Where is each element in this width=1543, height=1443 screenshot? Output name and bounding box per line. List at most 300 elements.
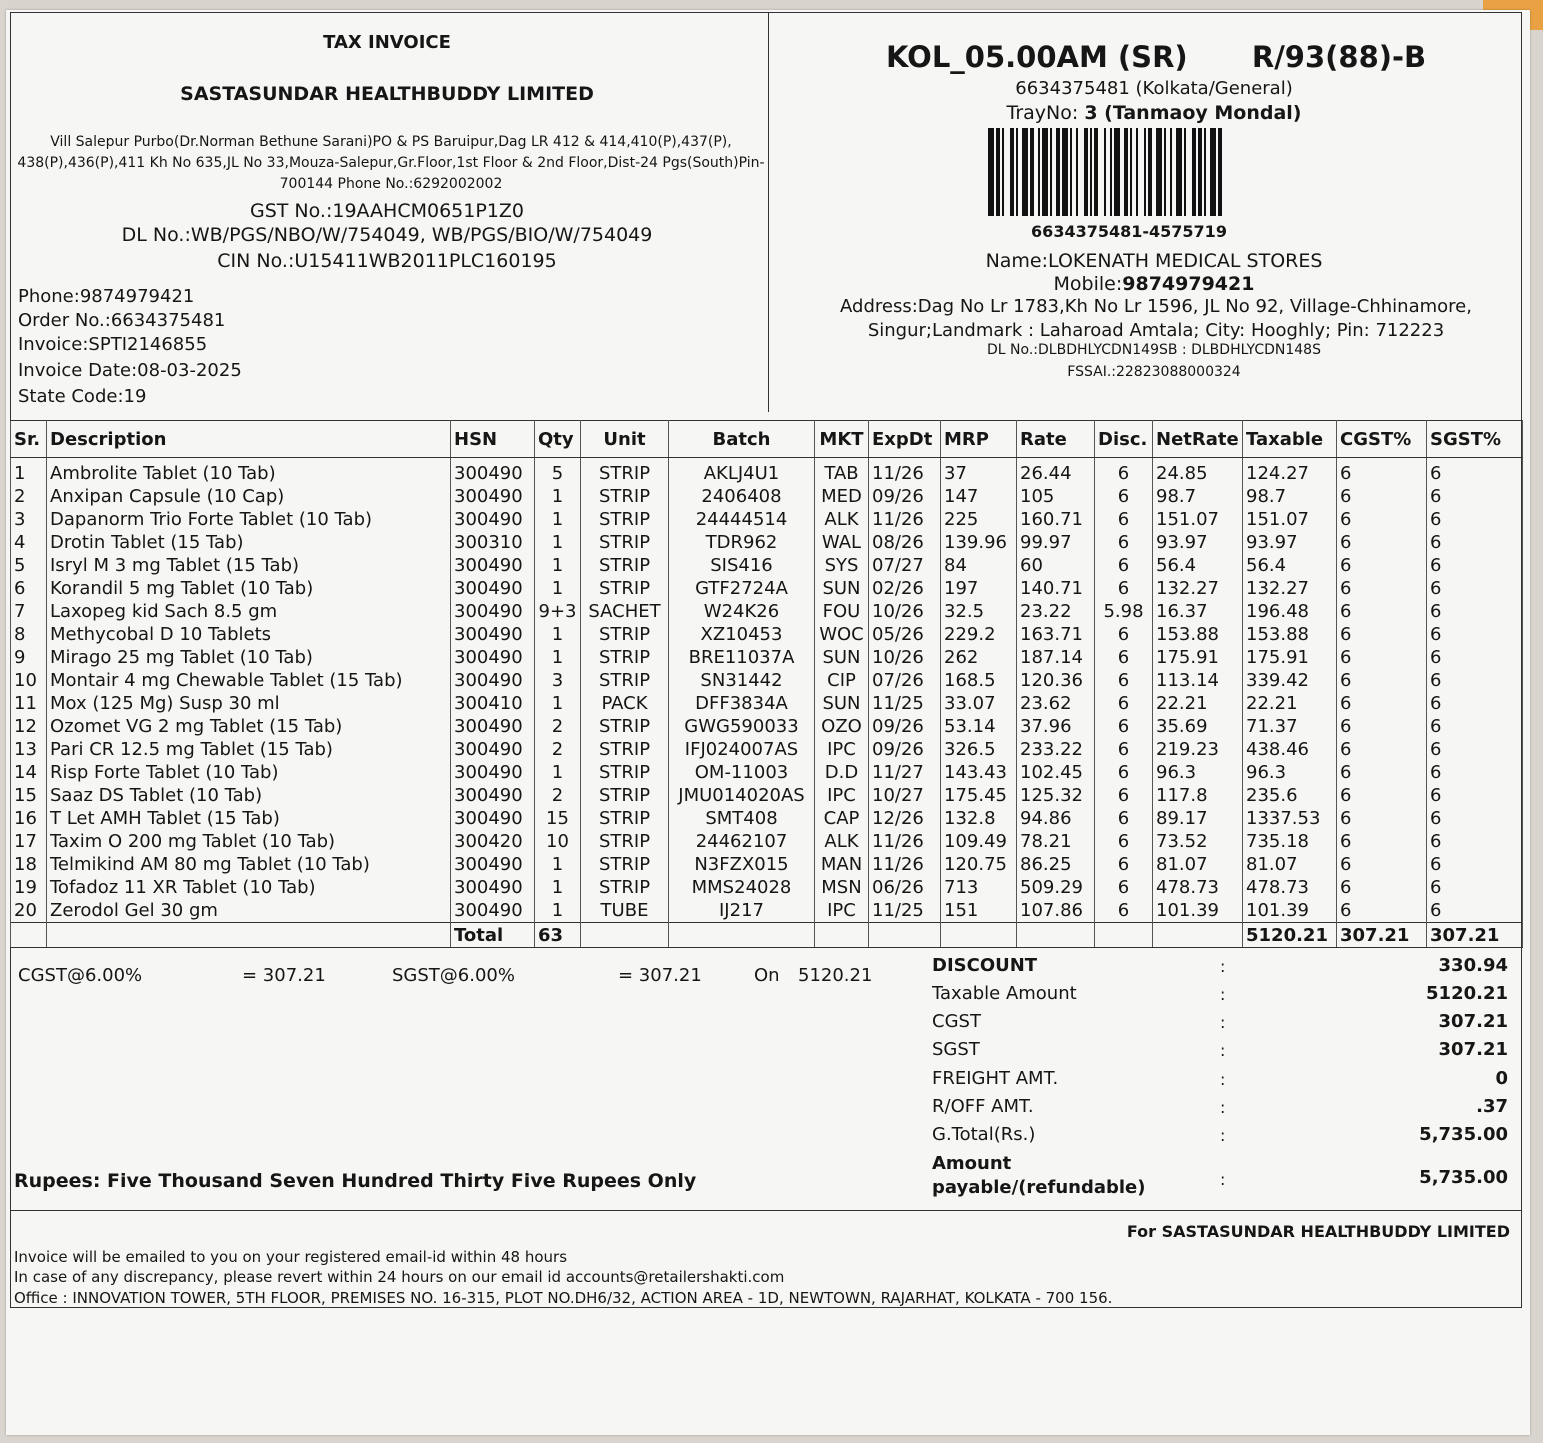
total-cgst: 307.21 (1337, 923, 1427, 948)
cell-sgst: 6 (1427, 485, 1523, 508)
cell-unit: STRIP (581, 577, 669, 600)
cell-expdt: 09/26 (869, 715, 941, 738)
cell-netrate: 56.4 (1153, 554, 1243, 577)
summary-value: 307.21 (1438, 1039, 1508, 1060)
column-header-sr: Sr. (11, 421, 47, 458)
cell-unit: STRIP (581, 531, 669, 554)
on-label: On (754, 965, 780, 986)
sgst-rate-value: = 307.21 (618, 965, 702, 986)
cell-mrp: 139.96 (941, 531, 1017, 554)
cell-sgst: 6 (1427, 807, 1523, 830)
cell-netrate: 175.91 (1153, 646, 1243, 669)
cell-cgst: 6 (1337, 761, 1427, 784)
cell-qty: 1 (535, 485, 581, 508)
cell-mrp: 120.75 (941, 853, 1017, 876)
cell-hsn: 300490 (451, 577, 535, 600)
cell-unit: STRIP (581, 646, 669, 669)
cell-disc: 6 (1095, 807, 1153, 830)
cell-mkt: ALK (815, 830, 869, 853)
cell-batch: XZ10453 (669, 623, 815, 646)
cell-description: Isryl M 3 mg Tablet (15 Tab) (47, 554, 451, 577)
cell-batch: OM-11003 (669, 761, 815, 784)
cell-disc: 6 (1095, 853, 1153, 876)
cell-sr: 16 (11, 807, 47, 830)
cell-description: Dapanorm Trio Forte Tablet (10 Tab) (47, 508, 451, 531)
customer-fssai: FSSAI.:22823088000324 (1067, 364, 1241, 380)
cell-taxable: 93.97 (1243, 531, 1337, 554)
cell-hsn: 300490 (451, 485, 535, 508)
total-cell-empty (1153, 923, 1243, 948)
cell-hsn: 300490 (451, 669, 535, 692)
cell-disc: 6 (1095, 738, 1153, 761)
cell-mkt: SUN (815, 577, 869, 600)
footer-email-note: Invoice will be emailed to you on your registered email-id within 48 hours (14, 1248, 568, 1266)
document-title: TAX INVOICE (323, 32, 451, 53)
cell-taxable: 339.42 (1243, 669, 1337, 692)
cell-sr: 9 (11, 646, 47, 669)
cell-taxable: 22.21 (1243, 692, 1337, 715)
column-header-mrp: MRP (941, 421, 1017, 458)
cell-mrp: 713 (941, 876, 1017, 899)
table-row (11, 853, 1523, 876)
cell-expdt: 11/27 (869, 761, 941, 784)
cell-rate: 160.71 (1017, 508, 1095, 531)
total-cell-empty (869, 923, 941, 948)
summary-colon: : (1220, 957, 1226, 976)
column-header-cgst: CGST% (1337, 421, 1427, 458)
summary-label: SGST (932, 1039, 980, 1060)
cell-cgst: 6 (1337, 830, 1427, 853)
cell-description: Korandil 5 mg Tablet (10 Tab) (47, 577, 451, 600)
cell-mkt: WAL (815, 531, 869, 554)
cell-disc: 6 (1095, 784, 1153, 807)
cell-unit: STRIP (581, 623, 669, 646)
cell-disc: 6 (1095, 623, 1153, 646)
cell-sr: 14 (11, 761, 47, 784)
table-row (11, 692, 1523, 715)
cell-cgst: 6 (1337, 853, 1427, 876)
amount-payable-label-2: payable/(refundable) (932, 1177, 1146, 1198)
cell-expdt: 11/26 (869, 508, 941, 531)
cell-taxable: 1337.53 (1243, 807, 1337, 830)
cell-qty: 1 (535, 554, 581, 577)
cell-cgst: 6 (1337, 738, 1427, 761)
customer-name-label: Name: (985, 250, 1049, 272)
customer-mobile (774, 273, 1534, 295)
cell-rate: 86.25 (1017, 853, 1095, 876)
invoice-date: Invoice Date:08-03-2025 (18, 360, 242, 381)
cell-expdt: 07/26 (869, 669, 941, 692)
cell-taxable: 235.6 (1243, 784, 1337, 807)
cell-sgst: 6 (1427, 554, 1523, 577)
cell-description: Montair 4 mg Chewable Tablet (15 Tab) (47, 669, 451, 692)
cell-hsn: 300490 (451, 738, 535, 761)
cell-sgst: 6 (1427, 600, 1523, 623)
seller-gst: GST No.:19AAHCM0651P1Z0 (249, 200, 525, 222)
summary-value: 307.21 (1438, 1011, 1508, 1032)
cell-netrate: 98.7 (1153, 485, 1243, 508)
seller-phone: Phone:9874979421 (18, 286, 195, 307)
tray-value: 3 (Tanmaoy Mondal) (1084, 102, 1302, 124)
table-row (11, 554, 1523, 577)
cell-taxable: 56.4 (1243, 554, 1337, 577)
cell-description: Tofadoz 11 XR Tablet (10 Tab) (47, 876, 451, 899)
cell-disc: 6 (1095, 646, 1153, 669)
signature-line: For SASTASUNDAR HEALTHBUDDY LIMITED (1126, 1222, 1510, 1241)
cell-description: Taxim O 200 mg Tablet (10 Tab) (47, 830, 451, 853)
total-cell-empty (815, 923, 869, 948)
cell-qty: 1 (535, 876, 581, 899)
cell-batch: JMU014020AS (669, 784, 815, 807)
cell-unit: STRIP (581, 784, 669, 807)
cell-sgst: 6 (1427, 784, 1523, 807)
cell-description: Zerodol Gel 30 gm (47, 899, 451, 923)
cell-taxable: 196.48 (1243, 600, 1337, 623)
cell-mrp: 168.5 (941, 669, 1017, 692)
summary-colon: : (1220, 1013, 1226, 1032)
cell-description: Mirago 25 mg Tablet (10 Tab) (47, 646, 451, 669)
cell-disc: 6 (1095, 761, 1153, 784)
cgst-rate-label: CGST@6.00% (18, 965, 143, 986)
cell-hsn: 300490 (451, 554, 535, 577)
cell-disc: 6 (1095, 485, 1153, 508)
cell-hsn: 300490 (451, 761, 535, 784)
cell-hsn: 300490 (451, 807, 535, 830)
column-header-disc: Disc. (1095, 421, 1153, 458)
cell-hsn: 300490 (451, 853, 535, 876)
cell-mrp: 143.43 (941, 761, 1017, 784)
cell-netrate: 101.39 (1153, 899, 1243, 923)
cell-hsn: 300310 (451, 531, 535, 554)
amount-payable-colon: : (1220, 1170, 1226, 1189)
state-code: State Code:19 (18, 386, 147, 407)
cell-netrate: 151.07 (1153, 508, 1243, 531)
seller-cin: CIN No.:U15411WB2011PLC160195 (217, 250, 557, 272)
total-sgst: 307.21 (1427, 923, 1523, 948)
cell-batch: TDR962 (669, 531, 815, 554)
cell-unit: STRIP (581, 876, 669, 899)
cell-cgst: 6 (1337, 807, 1427, 830)
cell-sr: 10 (11, 669, 47, 692)
cell-unit: TUBE (581, 899, 669, 923)
column-header-sgst: SGST% (1427, 421, 1523, 458)
cell-description: Mox (125 Mg) Susp 30 ml (47, 692, 451, 715)
cell-hsn: 300490 (451, 646, 535, 669)
cell-netrate: 73.52 (1153, 830, 1243, 853)
summary-label: FREIGHT AMT. (932, 1068, 1059, 1089)
amount-in-words: Rupees: Five Thousand Seven Hundred Thirty Five Rupees Only (14, 1170, 697, 1192)
table-row (11, 623, 1523, 646)
cell-mrp: 197 (941, 577, 1017, 600)
cell-taxable: 71.37 (1243, 715, 1337, 738)
cell-qty: 1 (535, 899, 581, 923)
summary-value: 0 (1495, 1068, 1508, 1089)
cell-expdt: 10/26 (869, 646, 941, 669)
cell-cgst: 6 (1337, 458, 1427, 486)
cell-netrate: 24.85 (1153, 458, 1243, 486)
cell-hsn: 300420 (451, 830, 535, 853)
cell-batch: 24444514 (669, 508, 815, 531)
customer-name (774, 250, 1534, 272)
cell-taxable: 124.27 (1243, 458, 1337, 486)
total-cell-empty (1095, 923, 1153, 948)
cell-description: Ambrolite Tablet (10 Tab) (47, 458, 451, 486)
summary-label: CGST (932, 1011, 981, 1032)
cell-taxable: 735.18 (1243, 830, 1337, 853)
cell-expdt: 11/26 (869, 830, 941, 853)
cell-disc: 6 (1095, 531, 1153, 554)
cell-netrate: 93.97 (1153, 531, 1243, 554)
cell-sr: 20 (11, 899, 47, 923)
cell-hsn: 300490 (451, 623, 535, 646)
cell-expdt: 10/27 (869, 784, 941, 807)
cell-mkt: MAN (815, 853, 869, 876)
summary-colon: : (1220, 1098, 1226, 1117)
summary-colon: : (1220, 985, 1226, 1004)
cell-cgst: 6 (1337, 554, 1427, 577)
cell-expdt: 09/26 (869, 738, 941, 761)
cell-netrate: 89.17 (1153, 807, 1243, 830)
cell-rate: 23.22 (1017, 600, 1095, 623)
cell-qty: 9+3 (535, 600, 581, 623)
cell-disc: 6 (1095, 554, 1153, 577)
summary-value: .37 (1476, 1096, 1508, 1117)
cell-sgst: 6 (1427, 577, 1523, 600)
summary-label: Taxable Amount (932, 983, 1077, 1004)
cell-sr: 4 (11, 531, 47, 554)
cell-rate: 125.32 (1017, 784, 1095, 807)
cell-description: Laxopeg kid Sach 8.5 gm (47, 600, 451, 623)
cell-cgst: 6 (1337, 485, 1427, 508)
cell-rate: 107.86 (1017, 899, 1095, 923)
cell-mkt: TAB (815, 458, 869, 486)
cell-sr: 1 (11, 458, 47, 486)
cell-netrate: 117.8 (1153, 784, 1243, 807)
cell-sgst: 6 (1427, 692, 1523, 715)
cell-cgst: 6 (1337, 531, 1427, 554)
cell-taxable: 478.73 (1243, 876, 1337, 899)
order-number: Order No.:6634375481 (18, 310, 226, 331)
summary-colon: : (1220, 1126, 1226, 1145)
cell-netrate: 113.14 (1153, 669, 1243, 692)
cell-qty: 5 (535, 458, 581, 486)
cell-netrate: 81.07 (1153, 853, 1243, 876)
cell-cgst: 6 (1337, 646, 1427, 669)
seller-address: Vill Salepur Purbo(Dr.Norman Bethune Sarani)PO & PS Baruipur,Dag LR 412 & 414,410(P),437(P), 438(P),436(P),411 Kh No 635,JL No 33,Mouza-Salepur,Gr.Floor,1st Floor & 2nd Floor,Dist-24 Pgs(South)Pin-700144 Phone No.:6292002002 (17, 134, 765, 192)
cell-expdt: 08/26 (869, 531, 941, 554)
cell-disc: 6 (1095, 458, 1153, 486)
cell-rate: 99.97 (1017, 531, 1095, 554)
cell-sgst: 6 (1427, 508, 1523, 531)
cell-unit: STRIP (581, 830, 669, 853)
cell-qty: 1 (535, 853, 581, 876)
cell-unit: STRIP (581, 807, 669, 830)
cell-taxable: 153.88 (1243, 623, 1337, 646)
cell-sgst: 6 (1427, 531, 1523, 554)
summary-colon: : (1220, 1070, 1226, 1089)
cell-mkt: FOU (815, 600, 869, 623)
cell-sgst: 6 (1427, 738, 1523, 761)
cell-batch: BRE11037A (669, 646, 815, 669)
cell-netrate: 35.69 (1153, 715, 1243, 738)
cell-mkt: IPC (815, 899, 869, 923)
cell-disc: 5.98 (1095, 600, 1153, 623)
table-row (11, 458, 1523, 486)
cell-qty: 1 (535, 531, 581, 554)
column-header-mkt: MKT (815, 421, 869, 458)
cell-sr: 8 (11, 623, 47, 646)
cell-hsn: 300490 (451, 458, 535, 486)
cell-qty: 10 (535, 830, 581, 853)
cell-mkt: IPC (815, 738, 869, 761)
cell-cgst: 6 (1337, 623, 1427, 646)
cell-mkt: MED (815, 485, 869, 508)
cell-mkt: MSN (815, 876, 869, 899)
cell-qty: 3 (535, 669, 581, 692)
cell-sr: 6 (11, 577, 47, 600)
cell-sgst: 6 (1427, 458, 1523, 486)
cell-sgst: 6 (1427, 830, 1523, 853)
table-row (11, 830, 1523, 853)
items-table (10, 420, 1523, 948)
cell-qty: 2 (535, 715, 581, 738)
cell-disc: 6 (1095, 577, 1153, 600)
cell-batch: AKLJ4U1 (669, 458, 815, 486)
cell-description: Methycobal D 10 Tablets (47, 623, 451, 646)
cell-cgst: 6 (1337, 669, 1427, 692)
cell-mkt: CIP (815, 669, 869, 692)
table-row (11, 508, 1523, 531)
cell-mrp: 326.5 (941, 738, 1017, 761)
table-row (11, 646, 1523, 669)
table-row (11, 738, 1523, 761)
cell-mrp: 225 (941, 508, 1017, 531)
cell-cgst: 6 (1337, 784, 1427, 807)
cell-sgst: 6 (1427, 715, 1523, 738)
cell-rate: 37.96 (1017, 715, 1095, 738)
cell-cgst: 6 (1337, 715, 1427, 738)
cell-sr: 13 (11, 738, 47, 761)
cell-disc: 6 (1095, 899, 1153, 923)
cell-disc: 6 (1095, 876, 1153, 899)
cell-qty: 15 (535, 807, 581, 830)
cell-expdt: 12/26 (869, 807, 941, 830)
cell-expdt: 11/26 (869, 458, 941, 486)
cell-unit: STRIP (581, 715, 669, 738)
cell-batch: IJ217 (669, 899, 815, 923)
cell-mkt: SYS (815, 554, 869, 577)
cell-sr: 3 (11, 508, 47, 531)
cell-unit: STRIP (581, 458, 669, 486)
invoice-number: Invoice:SPTI2146855 (18, 334, 208, 355)
cell-sgst: 6 (1427, 853, 1523, 876)
cell-disc: 6 (1095, 715, 1153, 738)
cell-cgst: 6 (1337, 692, 1427, 715)
cell-hsn: 300490 (451, 784, 535, 807)
cell-description: Saaz DS Tablet (10 Tab) (47, 784, 451, 807)
tray-number (774, 102, 1534, 124)
cell-expdt: 05/26 (869, 623, 941, 646)
cell-taxable: 101.39 (1243, 899, 1337, 923)
cell-hsn: 300490 (451, 876, 535, 899)
tray-label: TrayNo: (1006, 102, 1079, 124)
total-label: Total (451, 923, 535, 948)
total-cell-empty (941, 923, 1017, 948)
cell-batch: W24K26 (669, 600, 815, 623)
cell-rate: 23.62 (1017, 692, 1095, 715)
cell-mkt: SUN (815, 692, 869, 715)
cell-sgst: 6 (1427, 876, 1523, 899)
cell-batch: IFJ024007AS (669, 738, 815, 761)
cell-sr: 17 (11, 830, 47, 853)
column-header-expdt: ExpDt (869, 421, 941, 458)
cell-rate: 509.29 (1017, 876, 1095, 899)
cell-unit: STRIP (581, 738, 669, 761)
cell-description: Ozomet VG 2 mg Tablet (15 Tab) (47, 715, 451, 738)
cell-rate: 60 (1017, 554, 1095, 577)
cell-mrp: 175.45 (941, 784, 1017, 807)
cell-description: Telmikind AM 80 mg Tablet (10 Tab) (47, 853, 451, 876)
cell-rate: 120.36 (1017, 669, 1095, 692)
cell-sr: 15 (11, 784, 47, 807)
cell-description: Anxipan Capsule (10 Cap) (47, 485, 451, 508)
summary-colon: : (1220, 1041, 1226, 1060)
summary-value: 330.94 (1438, 955, 1508, 976)
cell-qty: 1 (535, 646, 581, 669)
cell-cgst: 6 (1337, 876, 1427, 899)
cell-qty: 1 (535, 577, 581, 600)
customer-mobile-value: 9874979421 (1122, 273, 1255, 295)
cell-disc: 6 (1095, 692, 1153, 715)
cell-hsn: 300490 (451, 508, 535, 531)
table-row (11, 485, 1523, 508)
cell-taxable: 96.3 (1243, 761, 1337, 784)
cell-mrp: 53.14 (941, 715, 1017, 738)
cell-hsn: 300490 (451, 715, 535, 738)
column-header-netrate: NetRate (1153, 421, 1243, 458)
cell-batch: 24462107 (669, 830, 815, 853)
cell-qty: 1 (535, 508, 581, 531)
cell-mkt: CAP (815, 807, 869, 830)
table-body (11, 458, 1523, 923)
summary-value: 5,735.00 (1419, 1124, 1508, 1145)
cell-netrate: 96.3 (1153, 761, 1243, 784)
cell-taxable: 132.27 (1243, 577, 1337, 600)
table-row (11, 669, 1523, 692)
cell-sgst: 6 (1427, 623, 1523, 646)
total-cell-empty (1017, 923, 1095, 948)
table-total-row (11, 923, 1523, 948)
footer-divider (10, 1210, 1522, 1211)
cell-rate: 102.45 (1017, 761, 1095, 784)
cell-description: T Let AMH Tablet (15 Tab) (47, 807, 451, 830)
cell-disc: 6 (1095, 508, 1153, 531)
cell-rate: 140.71 (1017, 577, 1095, 600)
total-taxable: 5120.21 (1243, 923, 1337, 948)
cell-netrate: 219.23 (1153, 738, 1243, 761)
route-label (886, 40, 1426, 74)
cell-hsn: 300410 (451, 692, 535, 715)
cell-qty: 1 (535, 623, 581, 646)
cell-rate: 26.44 (1017, 458, 1095, 486)
customer-address: Address:Dag No Lr 1783,Kh No Lr 1596, JL No 92, Village-Chhinamore, Singur;Landmark : Laharoad Amtala; City: Hooghly; Pin: 712223 (840, 296, 1472, 341)
cell-sgst: 6 (1427, 646, 1523, 669)
cell-description: Pari CR 12.5 mg Tablet (15 Tab) (47, 738, 451, 761)
summary-label: DISCOUNT (932, 955, 1038, 976)
cell-qty: 2 (535, 738, 581, 761)
invoice-paper (6, 10, 1530, 1435)
cell-expdt: 09/26 (869, 485, 941, 508)
